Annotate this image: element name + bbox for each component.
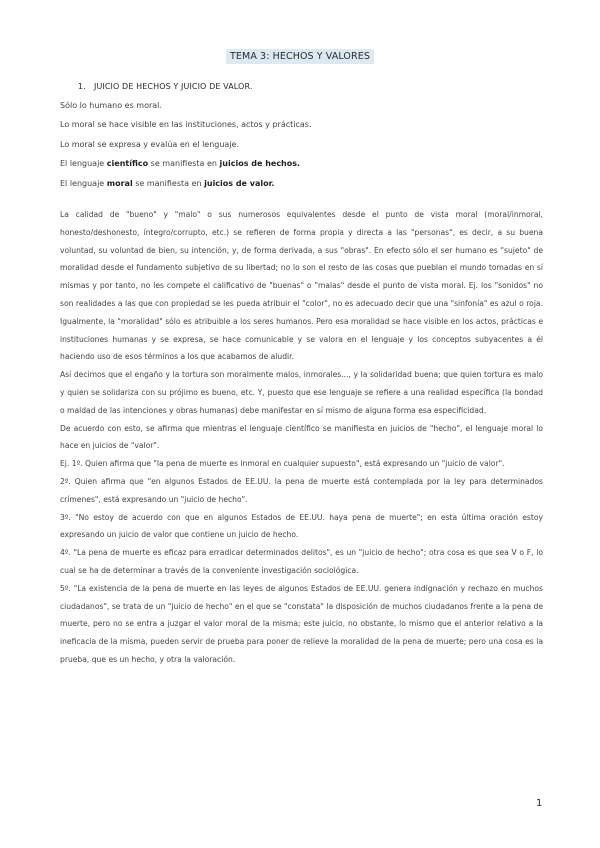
body-text — [60, 206, 543, 669]
paragraph-example-2: 2º. Quien afirma que "en algunos Estados de EE.UU. la pena de muerte está contemplada por la ley para determinados crímenes", está expresando un "juicio de hecho". — [60, 476, 543, 504]
intro-line-4-bold-1: científico — [106, 159, 149, 169]
intro-line-5-pre: El lenguaje — [60, 178, 105, 188]
title-text: TEMA 3: HECHOS Y VALORES — [226, 49, 374, 64]
document-title — [0, 44, 600, 63]
intro-line-4-mid: se manifiesta en — [150, 159, 217, 169]
intro-lines — [60, 96, 550, 193]
page-number: 1 — [536, 798, 543, 809]
intro-line-4-pre: El lenguaje — [60, 159, 105, 169]
intro-line-3: Lo moral se expresa y evalúa en el lenguaje. — [60, 139, 240, 149]
intro-line-5 — [60, 174, 550, 193]
intro-line-5-bold-1: moral — [106, 178, 133, 188]
paragraph-calidad: La calidad de "bueno" y "malo" o sus numerosos equivalentes desde el punto de vista moral (moral/inmoral, honesto/deshonesto, íntegro/corrupto, etc.) se refieren de forma propia y directa a las "personas", es decir, a su buena voluntad, su voluntad de bien, su intención, y, de forma derivada, a sus "obras". En efecto sólo el ser humano es "sujeto" de moralidad desde el fundamento subjetivo de su libertad; no lo son el resto de las cosas que pueblan el mundo tomadas en sí mismas y por tanto, no les compete el calificativo de "buenas" o "malas" desde el punto de vista moral. Ej. los "sonidos" no son realidades a las que con propiedad se les pueda atribuir el "color", no es adecuado decir que una "sinfonía" es azul o roja. Igualmente, la "moralidad" sólo es atribuible a los seres humanos. Pero esa moralidad se hace visible en los actos, prácticas e instituciones humanas y se expresa, se hace comunicable y se valora en el lenguaje y los conceptos subyacentes a él haciendo uso de esos términos a los que acabamos de aludir. — [60, 210, 543, 362]
intro-line-5-bold-2: juicios de valor. — [204, 178, 275, 188]
paragraph-asi-decimos: Así decimos que el engaño y la tortura son moralmente malos, inmorales..., y la solidaridad buena; que quien tortura es malo y quien se solidariza con su prójimo es bueno, etc. Y, puesto que ese lenguaje se refiere a una realidad específica (la bondad o maldad de las intenciones y obras humanas) debe manifestar en sí mismo de alguna forma esa especificidad. — [60, 370, 543, 415]
paragraph-example-5: 5º. "La existencia de la pena de muerte en las leyes de algunos Estados de EE.UU. genera indignación y rechazo en muchos ciudadanos", se trata de un "juicio de hecho" en el que se "constata" la disposición de muchos ciudadanos frente a la pena de muerte, pero no se entra a juzgar el valor moral de la misma; este juicio, no obstante, lo mismo que el anterior relativo a la ineficacia de la misma, pueden servir de prueba para poner de relieve la moralidad de la pena de muerte; pero una cosa es la prueba, que es un hecho, y otra la valoración. — [60, 583, 543, 664]
section-label: JUICIO DE HECHOS Y JUICIO DE VALOR. — [94, 82, 253, 91]
paragraph-de-acuerdo: De acuerdo con esto, se afirma que mientras el lenguaje científico se manifiesta en juicios de "hecho", el lenguaje moral lo hace en juicios de "valor". — [60, 423, 543, 451]
intro-line-4-bold-2: juicios de hechos. — [219, 159, 301, 169]
intro-line-1: Sólo lo humano es moral. — [60, 101, 162, 110]
section-heading — [78, 82, 252, 91]
paragraph-example-3: 3º. "No estoy de acuerdo con que en algunos Estados de EE.UU. haya pena de muerte"; en esta última oración estoy expresando un juicio de valor que contiene un juicio de hecho. — [60, 512, 543, 540]
section-number: 1. — [78, 82, 86, 91]
intro-line-2: Lo moral se hace visible en las instituciones, actos y prácticas. — [60, 120, 312, 130]
intro-line-5-mid: se manifiesta en — [135, 178, 202, 188]
paragraph-example-4: 4º. "La pena de muerte es eficaz para erradicar determinados delitos", es un "juicio de hecho"; otra cosa es que sea V o F, lo cual se ha de determinar a través de la conveniente investigación sociológica. — [60, 548, 543, 575]
paragraph-example-1: Ej. 1º. Quien afirma que "la pena de muerte es inmoral en cualquier supuesto", está expresando un "juicio de valor". — [60, 459, 505, 469]
intro-line-4 — [60, 154, 550, 173]
